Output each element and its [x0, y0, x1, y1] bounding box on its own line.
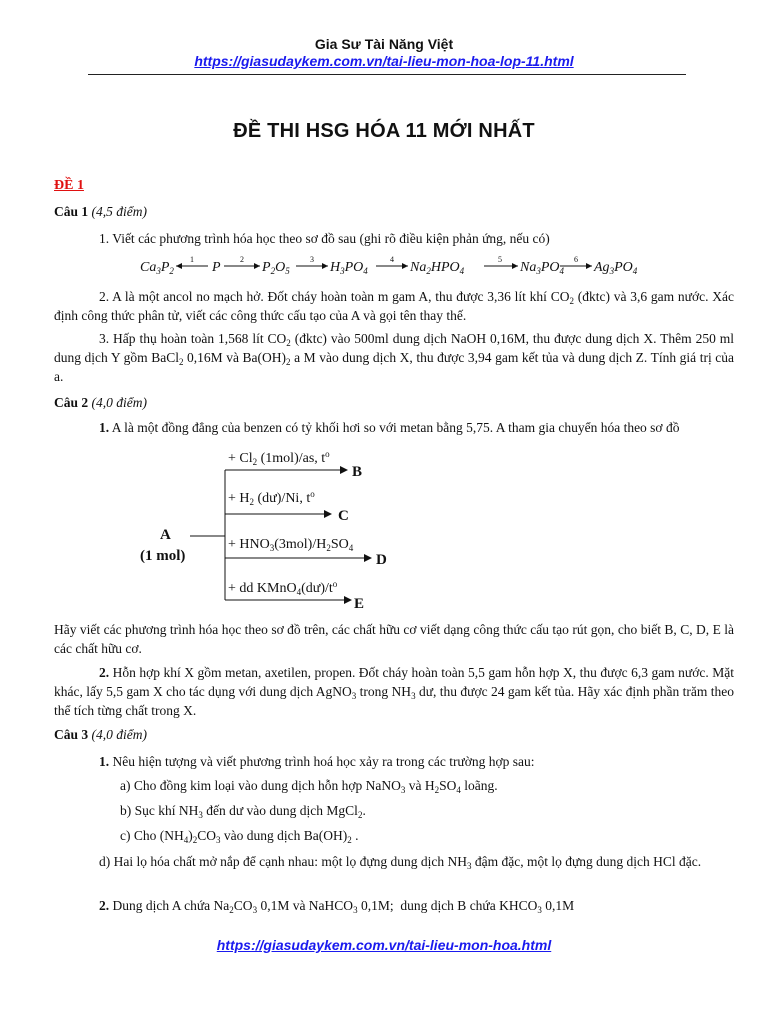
q1-part1: 1. Viết các phương trình hóa học theo sơ đồ sau (ghi rõ điều kiện phản ứng, nếu có): [99, 231, 550, 246]
q3-part2-number: 2.: [99, 898, 110, 913]
q1-points: (4,5 điểm): [91, 204, 147, 219]
species-ca3p2: $Ca_3P_2$: [140, 260, 174, 276]
q2-part1-number: 1.: [99, 420, 110, 435]
q2-part1-followup: Hãy viết các phương trình hóa học theo sơ đồ trên, các chất hữu cơ viết dạng công thức cấu tạo rút gọn, cho biết B, C, D, E là các chất hữu cơ.: [54, 622, 734, 656]
q3-part2: 2. Dung dịch A chứa $Na_2CO_3$ 0,1M và NaHCO$_3$ 0,1M; dung dịch B chứa $KHCO_3$ 0,1M: [99, 898, 575, 915]
q3-part1-text: Nêu hiện tượng và viết phương trình hoá học xảy ra trong các trường hợp sau:: [112, 754, 535, 769]
species-p: P: [212, 260, 221, 275]
q2-label: Câu 2: [54, 395, 89, 410]
q2-part1: [54, 418, 734, 437]
branch-4-reagent: + dd $KMnO_4(dư)/t^o$: [228, 579, 338, 597]
q3-heading: [54, 725, 734, 744]
species-ag3po4: $Ag_3PO_4$: [594, 260, 638, 276]
q3-item-a: a) Cho đồng kim loại vào dung dịch hỗn hợp NaNO$_3$ và $H_2SO_4$ loãng.: [120, 778, 498, 795]
q3-item-b: b) Sục khí $NH_3$ đến dư vào dung dịch MgCl$_2$.: [120, 803, 366, 820]
step-1-label: 1: [190, 255, 194, 264]
q3-label: Câu 3: [54, 727, 89, 742]
q1-part3: 3. Hấp thụ hoàn toàn 1,568 lít $CO_2$ (đktc) vào 500ml dung dịch NaOH 0,16M, thu được dung dịch X. Thêm 250 ml dung dịch Y gồm BaCl$_2$ 0,16M và $Ba(OH)_2$ a M vào dung dịch X, thu được 3,94 gam kết tủa và dung dịch Z. Tính giá trị của a.: [54, 331, 735, 384]
branch-3-product: D: [376, 552, 387, 568]
branch-2-reagent: + $H_2$ (dư)/Ni, $t^o$: [228, 489, 315, 507]
q2-heading: [54, 393, 734, 412]
page-title: ĐỀ THI HSG HÓA 11 MỚI NHẤT: [233, 120, 535, 142]
step-4-label: 4: [390, 255, 394, 264]
section-label: ĐỀ 1: [54, 178, 84, 193]
branch-1-product: B: [352, 464, 363, 480]
q2-part2-number: 2.: [99, 665, 110, 680]
species-na3po4: $Na_3PO_4$: [520, 260, 565, 276]
q2-points: (4,0 điểm): [91, 395, 147, 410]
q3-item-c: c) Cho $(NH_4)_2CO_3$ vào dung dịch $Ba(OH)_2$ .: [120, 828, 359, 845]
branch-4-product: E: [354, 596, 365, 612]
species-na2hpo4: $Na_2HPO_4$: [410, 260, 465, 276]
species-p2o5: $P_2O_5$: [262, 260, 290, 276]
site-brand: Gia Sư Tài Năng Việt: [314, 36, 454, 52]
q2-part2: 2. Hỗn hợp khí X gồm metan, axetilen, propen. Đốt cháy hoàn toàn 5,5 gam hỗn hợp X, thu được 6,3 gam nước. Mặt khác, lấy 5,5 gam X cho tác dụng với dung dịch AgNO$_3$ trong $NH_3$ dư, thu được 24 gam kết tủa. Hãy xác định phần trăm theo thể tích từng chất trong X.: [54, 665, 734, 718]
q3-part1: [54, 752, 734, 771]
q3-item-d: d) Hai lọ hóa chất mở nắp để cạnh nhau: một lọ đựng dung dịch $NH_3$ đậm đặc, một lọ đựng dung dịch HCl đặc.: [99, 854, 702, 871]
q2-conversion-diagram: [130, 440, 430, 616]
species-h3po4: $H_3PO_4$: [330, 260, 368, 276]
diagram-start: A: [160, 527, 171, 543]
branch-3-reagent: + $HNO_3(3mol)/H_2SO_4$: [228, 537, 354, 553]
q2-part1-text: A là một đồng đẳng của benzen có tỷ khối hơi so với metan bằng 5,75. A tham gia chuyển hóa theo sơ đồ: [111, 420, 680, 435]
step-3-label: 3: [310, 255, 314, 264]
q3-part1-number: 1.: [99, 754, 110, 769]
q1-label: Câu 1: [54, 204, 89, 219]
q1-part2: 2. A là một ancol no mạch hở. Đốt cháy hoàn toàn m gam A, thu được 3,36 lít khí $CO_2$ (đktc) và 3,6 gam nước. Xác định công thức phân tử, viết các công thức cấu tạo của A và gọi tên thay thế.: [54, 289, 734, 323]
q1-heading: [54, 202, 734, 221]
branch-1-reagent: + $Cl_2$ (1mol)/as, $t^o$: [228, 449, 330, 467]
header-divider: [88, 74, 686, 75]
step-6-label: 6: [574, 255, 578, 264]
branch-2-product: C: [338, 508, 349, 524]
step-5-label: 5: [498, 255, 502, 264]
diagram-start-sub: (1 mol): [140, 548, 186, 564]
step-2-label: 2: [240, 255, 244, 264]
footer-link[interactable]: https://giasudaykem.com.vn/tai-lieu-mon-hoa.html: [216, 937, 552, 953]
q1-reaction-scheme: [140, 253, 680, 279]
q3-points: (4,0 điểm): [91, 727, 147, 742]
header-link[interactable]: https://giasudaykem.com.vn/tai-lieu-mon-hoa-lop-11.html: [194, 53, 574, 69]
